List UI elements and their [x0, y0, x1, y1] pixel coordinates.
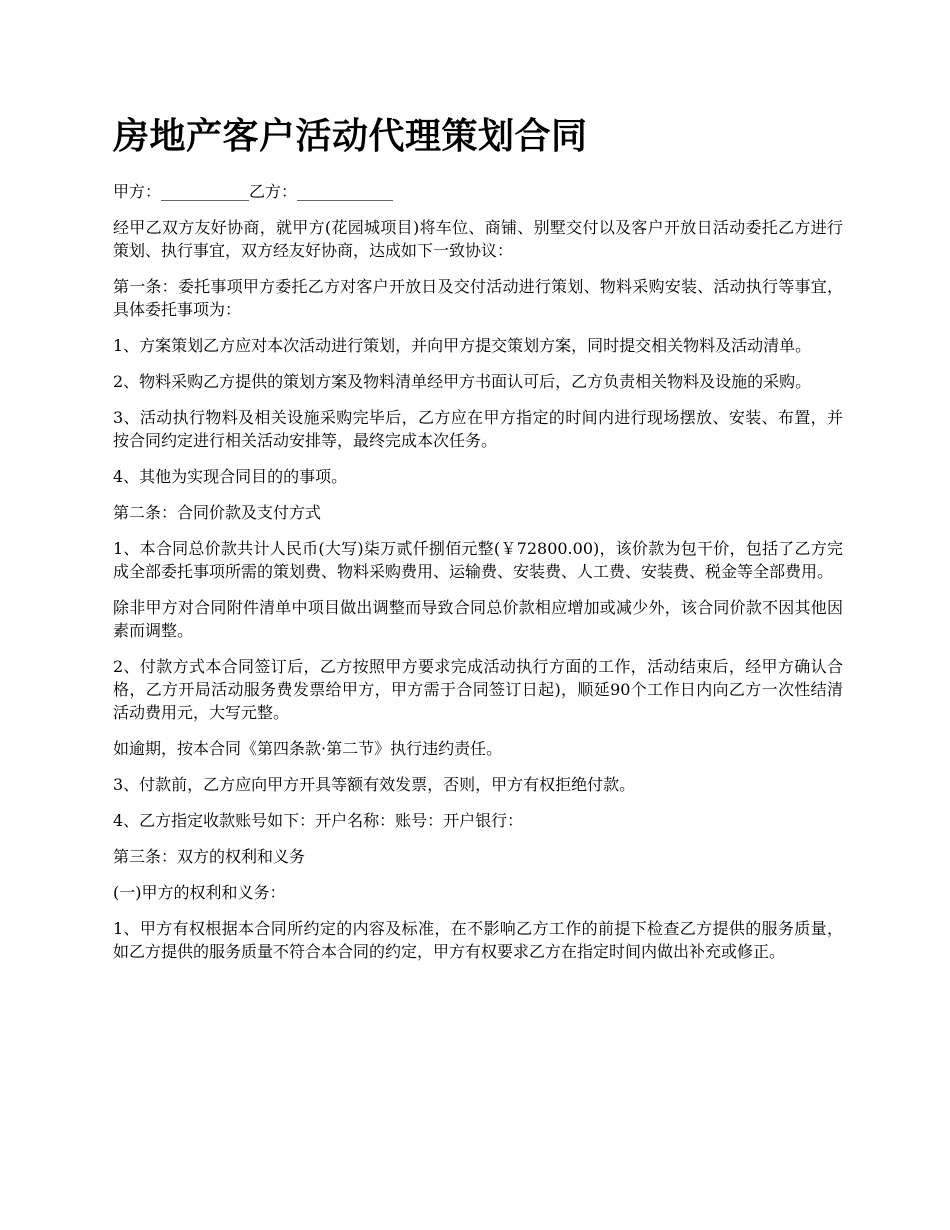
article-2-note: 除非甲方对合同附件清单中项目做出调整而导致合同总价款相应增加或减少外，该合同价款不因其他因素而调整。: [113, 598, 843, 640]
article-2-heading: 第二条：合同价款及支付方式: [113, 503, 322, 522]
article-3-section-1-heading: (一)甲方的权利和义务：: [113, 883, 286, 902]
article-2-item-2: 2、付款方式本合同签订后，乙方按照甲方要求完成活动执行方面的工作，活动结束后，经甲方确认合格，乙方开局活动服务费发票给甲方，甲方需于合同签订日起)，顺延90个工作日内向乙方一次性结清活动费用元，大写元整。: [113, 657, 843, 722]
article-1-heading: 第一条：委托事项甲方委托乙方对客户开放日及交付活动进行策划、物料采购安装、活动执行等事宜，具体委托事项为：: [113, 277, 843, 319]
document-body: [113, 180, 843, 976]
article-1-item-2: 2、物料采购乙方提供的策划方案及物料清单经甲方书面认可后，乙方负责相关物料及设施的采购。: [113, 372, 812, 391]
preamble-paragraph: 经甲乙双方友好协商，就甲方(花园城项目)将车位、商铺、别墅交付以及客户开放日活动委托乙方进行策划、执行事宜，双方经友好协商，达成如下一致协议：: [113, 218, 843, 260]
document-title: 房地产客户活动代理策划合同: [113, 115, 588, 157]
article-1-item-1: 1、方案策划乙方应对本次活动进行策划，并向甲方提交策划方案，同时提交相关物料及活动清单。: [113, 336, 812, 355]
article-3-item-1: 1、甲方有权根据本合同所约定的内容及标准，在不影响乙方工作的前提下检查乙方提供的服务质量，如乙方提供的服务质量不符合本合同的约定，甲方有权要求乙方在指定时间内做出补充或修正。: [113, 919, 843, 961]
party-line: 甲方：___________乙方：____________: [113, 182, 394, 201]
article-2-item-1: 1、本合同总价款共计人民币(大写)柒万贰仟捌佰元整(￥72800.00)，该价款为包干价，包括了乙方完成全部委托事项所需的策划费、物料采购费用、运输费、安装费、人工费、安装费、税金等全部费用。: [113, 539, 843, 581]
article-2-overdue-note: 如逾期，按本合同《第四条款·第二节》执行违约责任。: [113, 739, 503, 758]
article-1-item-4: 4、其他为实现合同目的的事项。: [113, 467, 348, 486]
article-2-item-4: 4、乙方指定收款账号如下：开户名称：账号：开户银行：: [113, 811, 524, 830]
article-1-item-3: 3、活动执行物料及相关设施采购完毕后，乙方应在甲方指定的时间内进行现场摆放、安装、布置，并按合同约定进行相关活动安排等，最终完成本次任务。: [113, 408, 843, 450]
article-2-item-3: 3、付款前，乙方应向甲方开具等额有效发票，否则，甲方有权拒绝付款。: [113, 775, 636, 794]
article-3-heading: 第三条：双方的权利和义务: [113, 847, 306, 866]
